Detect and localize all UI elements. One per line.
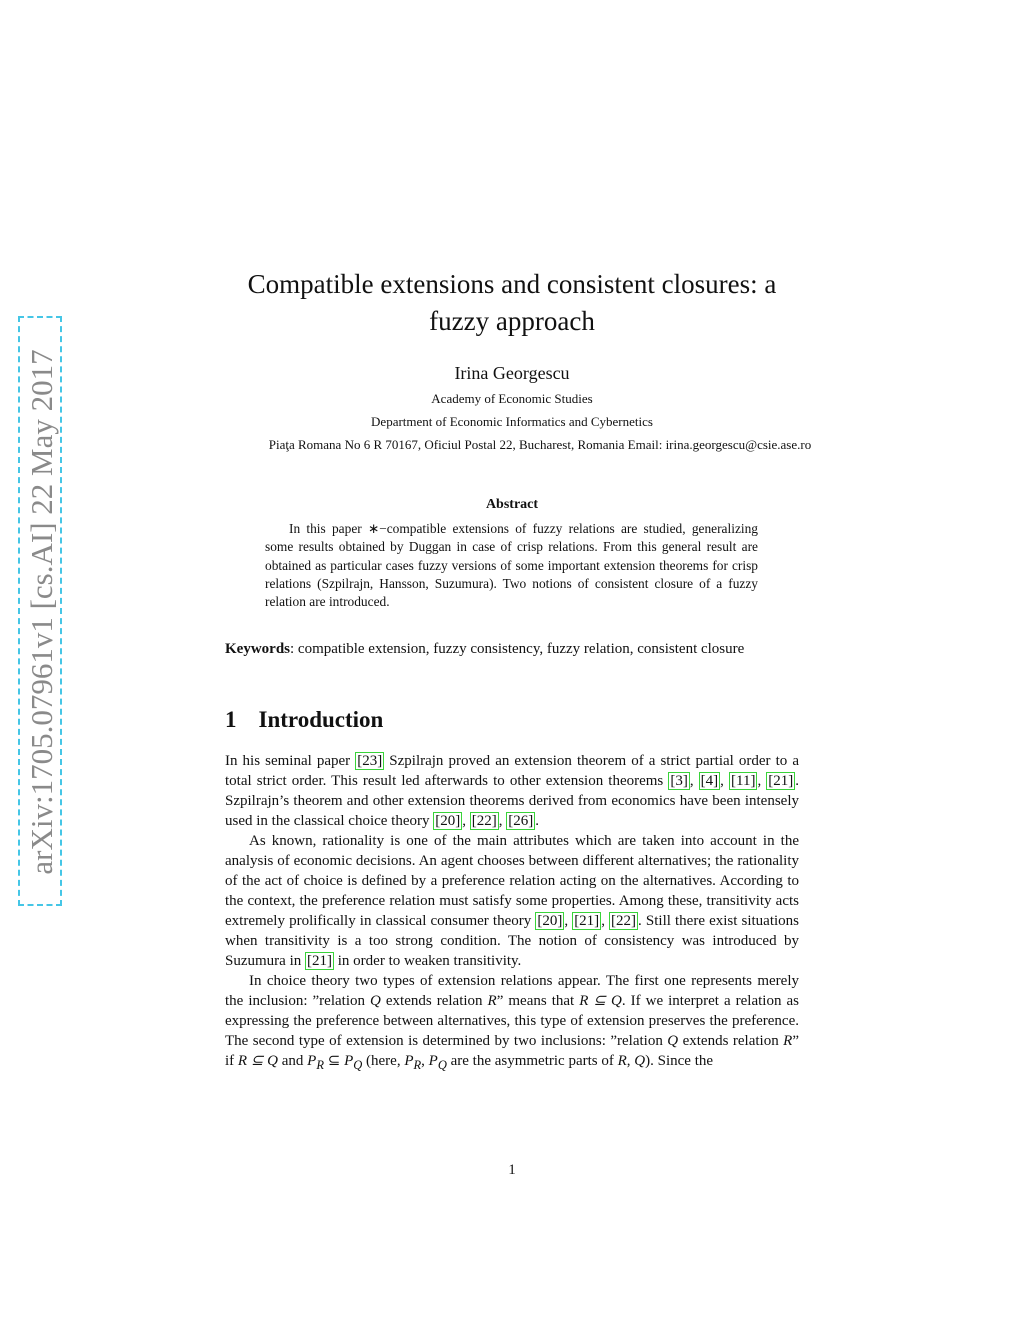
affiliation-2: Department of Economic Informatics and Cybernetics <box>371 414 653 429</box>
citation-link[interactable]: [11] <box>731 773 756 789</box>
paragraph-2: As known, rationality is one of the main attributes which are taken into account in the analysis of economic decisions. An agent chooses between different alternatives; the rationality of the act of choice is defined by a preference relation acting on the alternatives. According to the context, the preference relation must satisfy some properties. Among these, transitivity acts extremely prolifically in classical consumer theory [20] , [21] , [22] . Still there exist situations when transitivity is a too strong condition. The notion of consistency was introduced by Suzumura in [21] in order to weaken transitivity. <box>225 833 800 969</box>
citation-link[interactable]: [23] <box>357 753 383 769</box>
abstract-text: In this paper ∗−compatible extensions of fuzzy relations are studied, generalizing some results obtained by Duggan in case of crisp relations. From this general result are obtained as particular cases fuzzy versions of some important extension theorems for crisp relations (Szpilrajn, Hansson, Suzumura). Two notions of consistent closure of a fuzzy relation are introduced. <box>265 521 758 610</box>
citation-link[interactable]: [26] <box>508 813 534 829</box>
introduction-body <box>225 751 799 1075</box>
paragraph-3: In choice theory two types of extension relations appear. The first one represents merely the inclusion: ”relation Q extends relation R” means that R ⊆ Q. If we interpret a relation as expressing the preference between alternatives, this type of extension preserves the preference. The second type of extension is determined by two inclusions: ”relation Q extends relation R” if R ⊆ Q and $P_R$ ⊆ $P_Q$ (here, $P_R$, $P_Q$ are the asymmetric parts of R, Q). Since the <box>225 973 799 1072</box>
citation-link[interactable]: [22] <box>611 913 637 929</box>
affiliation-1: Academy of Economic Studies <box>431 391 593 406</box>
section-heading <box>225 707 383 733</box>
section-number: 1 <box>225 707 237 732</box>
keywords-label: Keywords <box>225 641 290 657</box>
keywords-text: : compatible extension, fuzzy consistency, fuzzy relation, consistent closure <box>290 641 745 657</box>
citation-link[interactable]: [21] <box>574 913 600 929</box>
keywords <box>225 639 799 659</box>
abstract-heading: Abstract <box>485 497 539 512</box>
paragraph-1: In his seminal paper [23] Szpilrajn proved an extension theorem of a strict partial order to a total strict order. This result led afterwards to other extension theorems [3] , [4] , [11] , [21] . Szpilrajn’s theorem and other extension theorems derived from economics have been intensely used in the classical choice theory [20] , [22] , [26] . <box>225 753 800 829</box>
citation-link[interactable]: [20] <box>435 813 461 829</box>
citation-link[interactable]: [21] <box>307 953 332 969</box>
citation-link[interactable]: [21] <box>768 773 794 789</box>
author-name: Irina Georgescu <box>454 363 570 383</box>
citation-link[interactable]: [3] <box>670 773 688 789</box>
citation-link[interactable]: [4] <box>700 773 719 789</box>
section-title: Introduction <box>258 707 384 732</box>
page-number: 1 <box>508 1162 516 1178</box>
citation-link[interactable]: [22] <box>471 813 497 829</box>
citation-link[interactable]: [20] <box>537 913 563 929</box>
paper-title <box>200 266 824 340</box>
arxiv-stamp: arXiv:1705.07961v1 [cs.AI] 22 May 2017 <box>24 349 59 875</box>
affiliation-3: Piaţa Romana No 6 R 70167, Oficiul Postal 22, Bucharest, Romania Email: irina.georgescu@csie.ase.ro <box>268 437 812 452</box>
title-line-2: fuzzy approach <box>429 306 595 336</box>
title-line-1: Compatible extensions and consistent closures: a <box>247 269 777 299</box>
